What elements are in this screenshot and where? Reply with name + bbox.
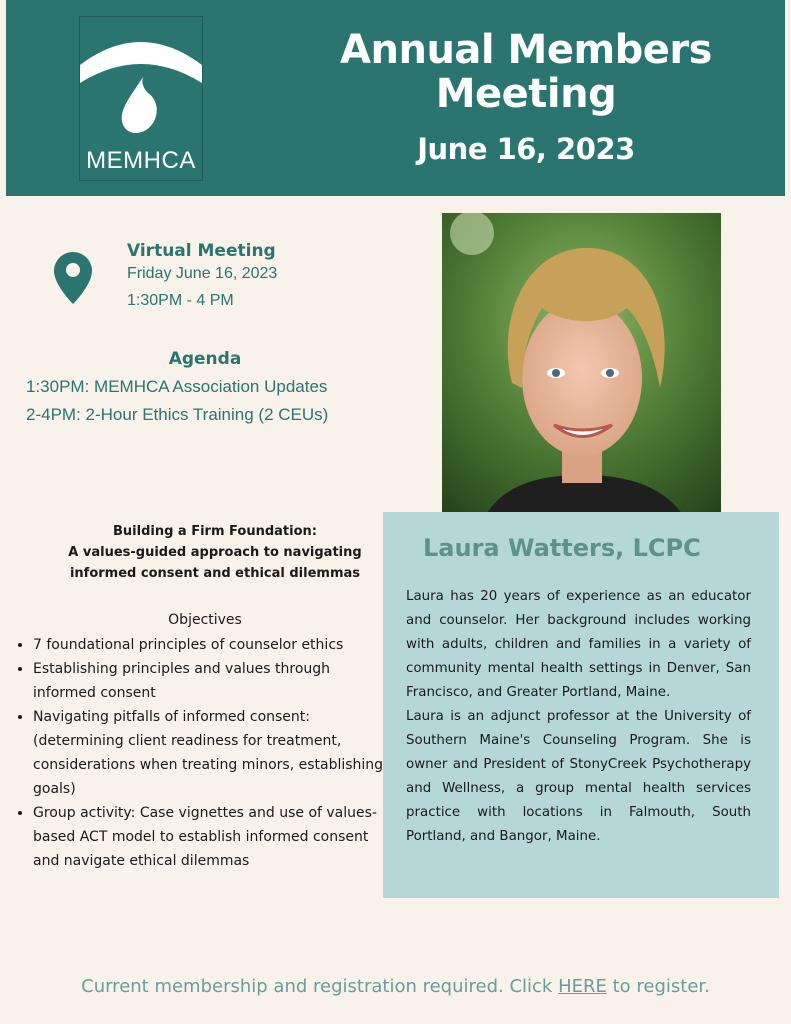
objectives-title: Objectives bbox=[168, 612, 242, 628]
objective-item: • Navigating pitfalls of informed consent: (determining client readiness for treatment, considerations when treating minors, establishing goals) bbox=[33, 705, 385, 801]
meeting-date: June 16, 2023 bbox=[417, 132, 635, 166]
speaker-bio bbox=[406, 585, 751, 849]
footer-text-end: to register. bbox=[606, 976, 710, 997]
objective-item: • 7 foundational principles of counselor ethics bbox=[33, 633, 385, 657]
objective-item: • Group activity: Case vignettes and use of values-based ACT model to establish informed consent and navigate ethical dilemmas bbox=[33, 801, 385, 873]
bio-paragraph: Laura has 20 years of experience as an educator and counselor. Her background includes working with adults, children and families in a variety of community mental health settings in Denver, San Francisco, and Greater Portland, Maine. bbox=[406, 589, 751, 700]
venue-title: Virtual Meeting bbox=[127, 241, 276, 261]
page-title bbox=[324, 28, 728, 116]
memhca-logo bbox=[79, 16, 203, 181]
footer-text: Current membership and registration required. Click bbox=[81, 976, 559, 997]
session-title bbox=[20, 521, 410, 584]
register-link[interactable]: HERE bbox=[558, 976, 607, 997]
header-banner bbox=[6, 0, 785, 196]
footer-note bbox=[0, 976, 791, 997]
speaker-bio-panel bbox=[383, 512, 779, 898]
session-title-line: informed consent and ethical dilemmas bbox=[69, 566, 361, 581]
session-title-line: A values-guided approach to navigating bbox=[68, 545, 362, 560]
venue-day: Friday June 16, 2023 bbox=[127, 265, 278, 282]
venue-time: 1:30PM - 4 PM bbox=[127, 292, 234, 309]
speaker-photo bbox=[442, 213, 721, 521]
agenda-item: 1:30PM: MEMHCA Association Updates bbox=[26, 377, 328, 396]
title-line-2: Meeting bbox=[435, 71, 617, 117]
session-title-line: Building a Firm Foundation: bbox=[113, 524, 317, 539]
title-line-1: Annual Members bbox=[340, 27, 712, 73]
location-pin-icon bbox=[54, 252, 92, 304]
objectives-list bbox=[16, 633, 385, 873]
speaker-name: Laura Watters, LCPC bbox=[423, 534, 701, 562]
agenda-title: Agenda bbox=[168, 349, 242, 369]
objective-item: • Establishing principles and values through informed consent bbox=[33, 657, 385, 705]
logo-text: MEMHCA bbox=[86, 147, 196, 174]
bio-paragraph: Laura is an adjunct professor at the University of Southern Maine's Counseling Program. She is owner and President of StonyCreek Psychotherapy and Wellness, a group mental health services practice with locations in Falmouth, South Portland, and Bangor, Maine. bbox=[406, 709, 751, 844]
agenda-item: 2-4PM: 2-Hour Ethics Training (2 CEUs) bbox=[26, 405, 329, 424]
